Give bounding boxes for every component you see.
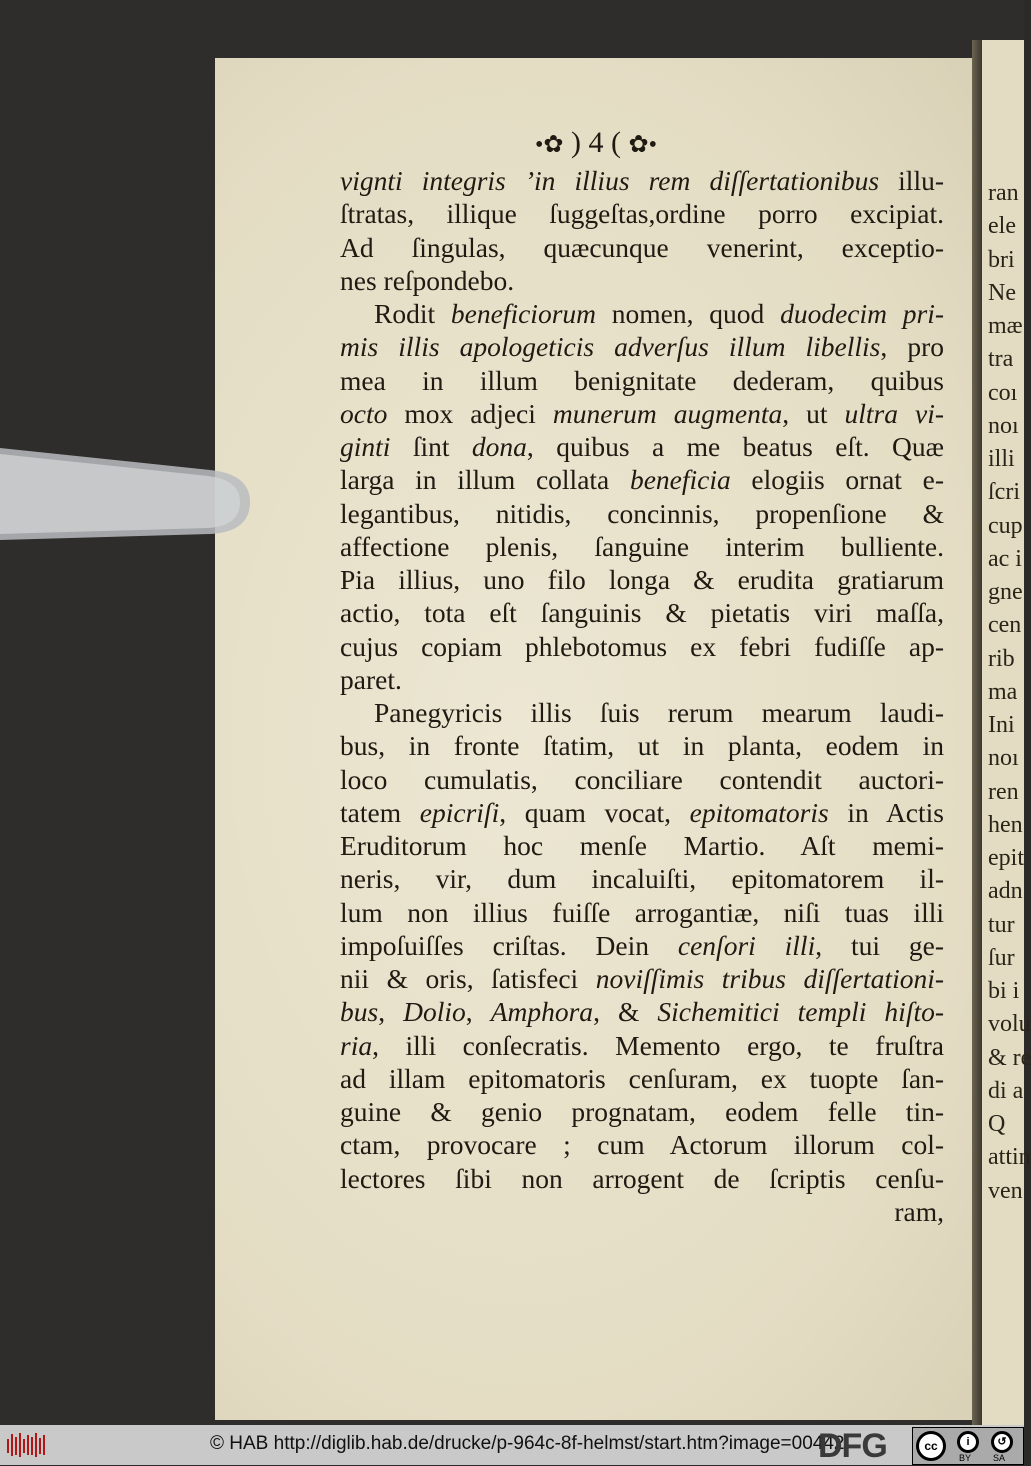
facing-page-fragment: bi i — [988, 978, 1020, 1004]
roman-text: nomen, quod — [596, 298, 781, 329]
facing-page-fragment: rib — [988, 645, 1015, 672]
roman-text: , — [465, 996, 491, 1028]
italic-text: bus — [340, 996, 379, 1028]
sa-label: SA — [993, 1453, 1006, 1463]
italic-text: ginti — [340, 431, 391, 462]
facing-page-fragment: ſcri — [988, 479, 1020, 506]
roman-text: ad illam epitomatoris cenſuram, ex tuopte ſan- — [340, 1062, 944, 1094]
roman-text: nii & oris, ſatisfeci — [340, 963, 596, 994]
roman-text: , tui ge- — [815, 929, 944, 961]
text-line — [340, 1162, 944, 1195]
roman-text: larga in illum collata — [340, 464, 630, 496]
facing-page-edge — [982, 40, 1031, 1425]
text-line — [340, 729, 944, 762]
text-line — [340, 862, 944, 895]
text-line — [340, 1029, 944, 1062]
text-line — [340, 430, 944, 463]
page-clamp-icon — [0, 440, 250, 544]
facing-page-fragment: Q — [988, 1111, 1006, 1137]
facing-page-fragment: coı — [988, 379, 1018, 406]
roman-text: ram, — [894, 1195, 944, 1227]
text-line — [340, 530, 944, 563]
text-line — [340, 330, 944, 363]
text-line — [340, 829, 944, 862]
text-line — [340, 397, 944, 430]
italic-text: octo — [340, 397, 388, 429]
roman-text: , pro — [880, 331, 944, 363]
book-gutter — [972, 40, 982, 1425]
roman-text: impoſuiſſes criſtas. Dein — [340, 929, 678, 961]
italic-text: beneficiorum — [450, 298, 597, 329]
facing-page-fragment: noı — [988, 745, 1019, 772]
roman-text: in Actis — [828, 796, 944, 828]
facing-page-fragment: ren — [988, 778, 1019, 805]
facing-page-fragment: bri — [988, 246, 1015, 273]
page-body-text — [340, 164, 944, 1228]
italic-text: cenſori illi — [677, 929, 816, 961]
italic-text: ria — [340, 1029, 373, 1061]
text-line — [340, 763, 944, 796]
roman-text: Rodit — [374, 298, 451, 329]
cc-label: cc — [924, 1439, 938, 1453]
text-line — [340, 1062, 944, 1095]
facing-page-fragment: ſur — [988, 944, 1015, 971]
roman-text: , & — [593, 996, 658, 1028]
text-line — [340, 164, 944, 197]
roman-text: mox adjeci — [387, 397, 553, 429]
text-line — [340, 896, 944, 929]
text-line — [340, 929, 944, 962]
text-line — [340, 1128, 944, 1161]
italic-text: mis illis apologeticis adverſus illum libellis — [340, 331, 881, 363]
facing-page-fragment: epit — [988, 845, 1024, 871]
dfg-logo: DFG — [818, 1427, 887, 1465]
italic-text: Amphora — [490, 996, 594, 1028]
text-line — [340, 663, 944, 696]
facing-page-fragment: attin — [988, 1144, 1031, 1171]
text-line — [340, 231, 944, 264]
text-line — [340, 630, 944, 663]
catchword — [340, 1195, 944, 1228]
roman-text: illu- — [879, 165, 944, 196]
roman-text: paret. — [340, 663, 402, 695]
text-line — [340, 563, 944, 596]
italic-text: epicriſi — [419, 796, 500, 828]
roman-text: nes reſpondebo. — [340, 264, 515, 296]
facing-page-fragment: cen — [988, 612, 1022, 639]
roman-text: loco cumulatis, conciliare contendit auctori- — [340, 763, 944, 795]
italic-text: dona — [471, 431, 527, 462]
facing-page-fragment: tra — [988, 346, 1014, 373]
facing-page-fragment: adn — [988, 878, 1023, 905]
roman-text: Ad ſingulas, quæcunque venerint, exceptio- — [340, 231, 944, 263]
facing-page-fragment: gne — [988, 579, 1023, 605]
roman-text: , quam vocat, — [499, 796, 690, 828]
by-icon: i — [957, 1431, 979, 1453]
text-line — [340, 264, 944, 297]
text-line — [340, 497, 944, 530]
text-line — [340, 463, 944, 496]
facing-page-fragment: ran — [988, 180, 1019, 206]
roman-text: neris, vir, dum incaluiſti, epitomatorem il- — [340, 863, 944, 895]
book-page — [215, 58, 977, 1420]
facing-page-fragment: hen — [988, 811, 1023, 838]
facing-page-fragment: & re — [988, 1044, 1031, 1071]
sa-icon: ↺ — [991, 1431, 1013, 1453]
text-line — [340, 197, 944, 230]
roman-text: legantibus, nitidis, concinnis, propenſione & — [340, 497, 944, 529]
italic-text: Sichemitici templi hiſto- — [657, 996, 945, 1028]
italic-text: epitomatoris — [689, 796, 829, 828]
facing-page-fragment: cup — [988, 512, 1023, 539]
text-line — [340, 596, 944, 629]
facing-page-fragment: ele — [988, 213, 1016, 240]
roman-text: ſint — [390, 431, 472, 462]
roman-text: mea in illum benignitate dederam, quibus — [340, 364, 944, 396]
roman-text: ſtratas, illique ſuggeſtas,ordine porro excipiat. — [340, 198, 944, 230]
roman-text: lectores ſibi non arrogent de ſcriptis cenſu- — [340, 1162, 944, 1194]
facing-page-fragment: Ne — [988, 279, 1016, 306]
by-label: BY — [959, 1453, 972, 1463]
facing-page-fragment: ac i — [988, 545, 1022, 572]
roman-text: guine & genio prognatam, eodem felle tin- — [340, 1096, 944, 1127]
italic-text: beneficia — [629, 464, 731, 496]
italic-text: ultra vi- — [844, 397, 945, 429]
text-line — [340, 696, 944, 729]
roman-text: actio, tota eſt ſanguinis & pietatis viri maſſa, — [340, 597, 944, 629]
facing-page-fragment: illi — [988, 446, 1015, 472]
text-line — [340, 962, 944, 995]
roman-text: , — [378, 996, 404, 1028]
page-header — [215, 126, 977, 160]
roman-text: tatem — [340, 796, 420, 828]
italic-text: vignti integris ’in illius rem diſſertationibus — [340, 165, 880, 196]
ornament-right-icon: ✿• — [628, 132, 657, 158]
italic-text: noviſſimis tribus diſſertationi- — [595, 963, 945, 994]
roman-text: cujus copiam phlebotomus ex febri fudiſſe ap- — [340, 630, 944, 662]
facing-page-fragment: noı — [988, 412, 1019, 439]
italic-text: munerum augmenta — [552, 397, 783, 429]
text-line — [340, 297, 944, 330]
roman-text: bus, in fronte ſtatim, ut in planta, eodem in — [340, 730, 944, 762]
facing-page-fragment: tur — [988, 911, 1015, 938]
cc-license-badge[interactable] — [912, 1427, 1024, 1465]
roman-text: ctam, provocare ; cum Actorum illorum col- — [340, 1129, 944, 1161]
roman-text: lum non illius fuiſſe arrogantiæ, niſi tuas illi — [340, 896, 944, 928]
roman-text: , illi conſecratis. Memento ergo, te fruſtra — [372, 1029, 944, 1061]
facing-page-fragment: volu — [988, 1011, 1031, 1038]
italic-text: Dolio — [403, 996, 466, 1028]
text-line — [340, 995, 944, 1028]
facing-page-fragment: ven — [988, 1177, 1023, 1204]
text-line — [340, 1095, 944, 1128]
facing-page-fragment: ma — [988, 678, 1018, 705]
ornament-left-icon: •✿ — [534, 132, 564, 158]
roman-text: Panegyricis illis ſuis rerum mearum laudi- — [374, 697, 944, 728]
text-line — [340, 796, 944, 829]
roman-text: , quibus a me beatus eſt. Quæ — [526, 431, 944, 462]
footer-bar — [0, 1425, 1024, 1465]
text-line — [340, 364, 944, 397]
cc-icon — [916, 1431, 946, 1461]
facing-page-fragment: Ini — [988, 712, 1015, 738]
roman-text: Pia illius, uno filo longa & erudita gratiarum — [340, 564, 944, 595]
facing-page-fragment: mæ — [988, 313, 1023, 339]
page-number: ) 4 ( — [571, 126, 621, 159]
roman-text: Eruditorum hoc menſe Martio. Aſt memi- — [340, 830, 944, 861]
roman-text: elogiis ornat e- — [730, 464, 944, 496]
hab-logo-icon — [6, 1431, 48, 1459]
italic-text: duodecim pri- — [780, 298, 944, 329]
copyright-link[interactable]: © HAB http://diglib.hab.de/drucke/p-964c-8f-helmst/start.htm?image=00442 — [210, 1433, 845, 1454]
roman-text: , ut — [782, 397, 845, 429]
facing-page-fragment: di a — [988, 1077, 1024, 1104]
roman-text: affectione plenis, ſanguine interim bulliente. — [340, 530, 944, 562]
